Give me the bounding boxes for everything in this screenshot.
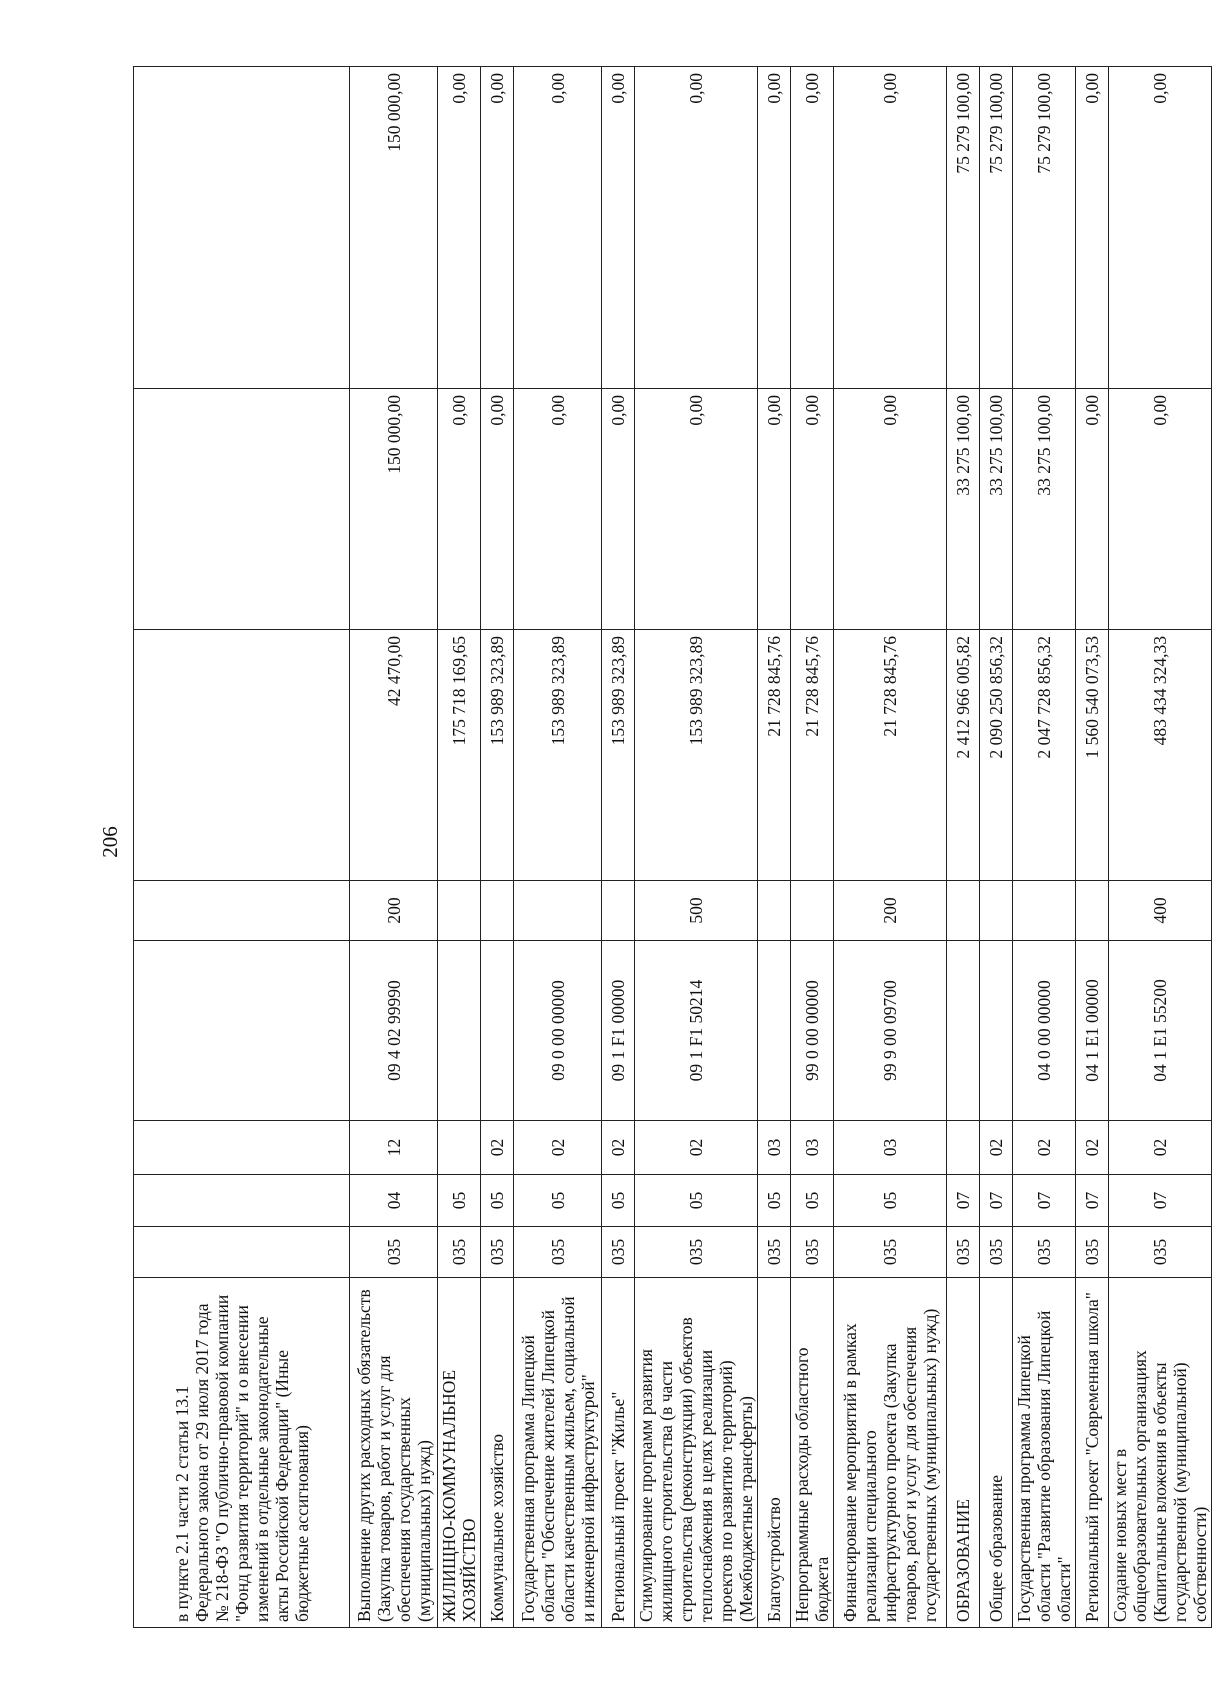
cell-expense-type (438, 881, 481, 941)
table-row (350, 67, 438, 1628)
cell-target-article: 09 0 00 00000 (514, 941, 602, 1121)
cell-razdel: 05 (602, 1175, 635, 1227)
cell-amount-1: 21 728 845,76 (758, 630, 791, 881)
cell-amount-1: 21 728 845,76 (791, 630, 834, 881)
cell-expense-type (1013, 881, 1076, 941)
table-row (438, 67, 481, 1628)
cell-target-article: 09 4 02 99990 (350, 941, 438, 1121)
cell-amount-1: 483 434 324,33 (1109, 630, 1212, 881)
cell-razdel: 07 (1109, 1175, 1212, 1227)
cell-razdel: 05 (481, 1175, 514, 1227)
cell-expense-type: 200 (350, 881, 438, 941)
cell-amount-3 (134, 67, 350, 389)
cell-amount-2 (134, 389, 350, 630)
cell-amount-2: 33 275 100,00 (947, 389, 980, 630)
cell-amount-3: 75 279 100,00 (980, 67, 1013, 389)
cell-name: Выполнение других расходных обязательств (Закупка товаров, работ и услуг для обеспечения государственных (муниципальных) нужд) (350, 1278, 438, 1628)
budget-table (133, 66, 1212, 1628)
cell-amount-1: 2 090 250 856,32 (980, 630, 1013, 881)
cell-podrazdel: 02 (1076, 1121, 1109, 1175)
cell-amount-3: 0,00 (1076, 67, 1109, 389)
cell-razdel: 05 (834, 1175, 947, 1227)
cell-glava (134, 1227, 350, 1278)
cell-name: Создание новых мест в общеобразовательных организациях (Капитальные вложения в объекты государственной (муниципальной) собственности) (1109, 1278, 1212, 1628)
cell-amount-3: 75 279 100,00 (947, 67, 980, 389)
cell-podrazdel: 02 (481, 1121, 514, 1175)
table-row (514, 67, 602, 1628)
cell-expense-type: 200 (834, 881, 947, 941)
table-row (1013, 67, 1076, 1628)
cell-expense-type (758, 881, 791, 941)
cell-razdel: 07 (980, 1175, 1013, 1227)
cell-name: Государственная программа Липецкой области "Развитие образования Липецкой области" (1013, 1278, 1076, 1628)
table-row (834, 67, 947, 1628)
cell-amount-1: 2 412 966 005,82 (947, 630, 980, 881)
cell-name: Государственная программа Липецкой области "Обеспечение жителей Липецкой области качественным жильем, социальной и инженерной инфраструктурой" (514, 1278, 602, 1628)
cell-podrazdel (134, 1121, 350, 1175)
table-row (980, 67, 1013, 1628)
cell-amount-2: 0,00 (514, 389, 602, 630)
cell-amount-1: 21 728 845,76 (834, 630, 947, 881)
cell-amount-3: 0,00 (834, 67, 947, 389)
cell-expense-type (980, 881, 1013, 941)
cell-glava: 035 (791, 1227, 834, 1278)
cell-podrazdel: 12 (350, 1121, 438, 1175)
cell-amount-1: 1 560 540 073,53 (1076, 630, 1109, 881)
cell-expense-type (514, 881, 602, 941)
cell-razdel: 05 (791, 1175, 834, 1227)
cell-target-article (481, 941, 514, 1121)
cell-name: в пункте 2.1 части 2 статьи 13.1 Федерального закона от 29 июля 2017 года № 218-ФЗ "О публично-правовой компании "Фонд развития территорий" и о внесении изменений в отдельные законодательные акты Российской Федерации" (Иные бюджетные ассигнования) (134, 1278, 350, 1628)
cell-podrazdel: 02 (635, 1121, 758, 1175)
cell-podrazdel: 03 (791, 1121, 834, 1175)
cell-razdel: 04 (350, 1175, 438, 1227)
cell-glava: 035 (1013, 1227, 1076, 1278)
cell-podrazdel (438, 1121, 481, 1175)
cell-amount-3: 0,00 (602, 67, 635, 389)
cell-target-article (947, 941, 980, 1121)
cell-amount-3: 0,00 (635, 67, 758, 389)
cell-target-article: 04 1 E1 00000 (1076, 941, 1109, 1121)
cell-expense-type (791, 881, 834, 941)
cell-amount-1: 153 989 323,89 (635, 630, 758, 881)
cell-razdel: 05 (758, 1175, 791, 1227)
cell-amount-2: 0,00 (635, 389, 758, 630)
cell-razdel: 05 (438, 1175, 481, 1227)
cell-glava: 035 (758, 1227, 791, 1278)
cell-glava: 035 (481, 1227, 514, 1278)
cell-amount-3: 0,00 (481, 67, 514, 389)
cell-amount-2: 150 000,00 (350, 389, 438, 630)
table-body (134, 67, 1212, 1628)
cell-expense-type (602, 881, 635, 941)
cell-name: ОБРАЗОВАНИЕ (947, 1278, 980, 1628)
cell-amount-1: 153 989 323,89 (602, 630, 635, 881)
cell-target-article (980, 941, 1013, 1121)
cell-target-article: 99 9 00 09700 (834, 941, 947, 1121)
cell-target-article (134, 941, 350, 1121)
cell-amount-2: 0,00 (602, 389, 635, 630)
cell-podrazdel: 03 (834, 1121, 947, 1175)
cell-razdel: 07 (1076, 1175, 1109, 1227)
cell-target-article (438, 941, 481, 1121)
cell-glava: 035 (350, 1227, 438, 1278)
cell-amount-2: 33 275 100,00 (980, 389, 1013, 630)
cell-podrazdel: 02 (1013, 1121, 1076, 1175)
cell-expense-type: 400 (1109, 881, 1212, 941)
cell-expense-type (947, 881, 980, 941)
cell-name: Региональный проект "Жилье" (602, 1278, 635, 1628)
cell-glava: 035 (1109, 1227, 1212, 1278)
cell-glava: 035 (514, 1227, 602, 1278)
cell-expense-type: 500 (635, 881, 758, 941)
cell-amount-2: 0,00 (1076, 389, 1109, 630)
table-row (481, 67, 514, 1628)
cell-amount-2: 0,00 (834, 389, 947, 630)
cell-target-article: 04 0 00 00000 (1013, 941, 1076, 1121)
cell-amount-1: 42 470,00 (350, 630, 438, 881)
cell-expense-type (481, 881, 514, 941)
table-row (1109, 67, 1212, 1628)
cell-podrazdel: 02 (980, 1121, 1013, 1175)
table-row (635, 67, 758, 1628)
cell-amount-1: 153 989 323,89 (514, 630, 602, 881)
cell-podrazdel: 02 (514, 1121, 602, 1175)
table-row (602, 67, 635, 1628)
cell-razdel: 07 (1013, 1175, 1076, 1227)
page-number: 206 (98, 826, 122, 858)
table-row (791, 67, 834, 1628)
cell-glava: 035 (980, 1227, 1013, 1278)
cell-amount-3: 75 279 100,00 (1013, 67, 1076, 389)
cell-glava: 035 (438, 1227, 481, 1278)
cell-name: Стимулирование программ развития жилищного строительства (в части строительства (реконструкции) объектов теплоснабжения в целях реализации проектов по развитию территорий) (Межбюджетные трансферты) (635, 1278, 758, 1628)
cell-amount-2: 0,00 (791, 389, 834, 630)
cell-amount-3: 0,00 (791, 67, 834, 389)
cell-target-article: 04 1 E1 55200 (1109, 941, 1212, 1121)
cell-expense-type (1076, 881, 1109, 941)
cell-amount-2: 0,00 (758, 389, 791, 630)
table-row (947, 67, 980, 1628)
cell-target-article (758, 941, 791, 1121)
cell-name: Общее образование (980, 1278, 1013, 1628)
cell-name: Коммунальное хозяйство (481, 1278, 514, 1628)
cell-razdel: 05 (635, 1175, 758, 1227)
cell-amount-1: 153 989 323,89 (481, 630, 514, 881)
cell-amount-1 (134, 630, 350, 881)
cell-amount-2: 33 275 100,00 (1013, 389, 1076, 630)
cell-amount-3: 0,00 (514, 67, 602, 389)
table-row (1076, 67, 1109, 1628)
cell-razdel: 05 (514, 1175, 602, 1227)
cell-amount-3: 0,00 (758, 67, 791, 389)
cell-amount-2: 0,00 (1109, 389, 1212, 630)
cell-glava: 035 (1076, 1227, 1109, 1278)
cell-target-article: 09 1 F1 00000 (602, 941, 635, 1121)
cell-name: Непрограммные расходы областного бюджета (791, 1278, 834, 1628)
cell-amount-2: 0,00 (481, 389, 514, 630)
cell-amount-3: 0,00 (438, 67, 481, 389)
cell-name: Благоустройство (758, 1278, 791, 1628)
cell-target-article: 09 1 F1 50214 (635, 941, 758, 1121)
cell-amount-3: 150 000,00 (350, 67, 438, 389)
cell-name: ЖИЛИЩНО-КОММУНАЛЬНОЕ ХОЗЯЙСТВО (438, 1278, 481, 1628)
cell-amount-2: 0,00 (438, 389, 481, 630)
cell-podrazdel (947, 1121, 980, 1175)
cell-expense-type (134, 881, 350, 941)
cell-name: Региональный проект "Современная школа" (1076, 1278, 1109, 1628)
cell-target-article: 99 0 00 00000 (791, 941, 834, 1121)
table-row (134, 67, 350, 1628)
cell-glava: 035 (602, 1227, 635, 1278)
cell-amount-1: 2 047 728 856,32 (1013, 630, 1076, 881)
cell-amount-1: 175 718 169,65 (438, 630, 481, 881)
cell-podrazdel: 02 (1109, 1121, 1212, 1175)
cell-podrazdel: 02 (602, 1121, 635, 1175)
cell-glava: 035 (834, 1227, 947, 1278)
cell-razdel (134, 1175, 350, 1227)
cell-glava: 035 (947, 1227, 980, 1278)
budget-table-rotated (133, 67, 1210, 1628)
cell-name: Финансирование мероприятий в рамках реализации специального инфраструктурного проекта (Закупка товаров, работ и услуг для обеспечения государственных (муниципальных) нужд) (834, 1278, 947, 1628)
cell-glava: 035 (635, 1227, 758, 1278)
cell-amount-3: 0,00 (1109, 67, 1212, 389)
table-row (758, 67, 791, 1628)
cell-razdel: 07 (947, 1175, 980, 1227)
cell-podrazdel: 03 (758, 1121, 791, 1175)
